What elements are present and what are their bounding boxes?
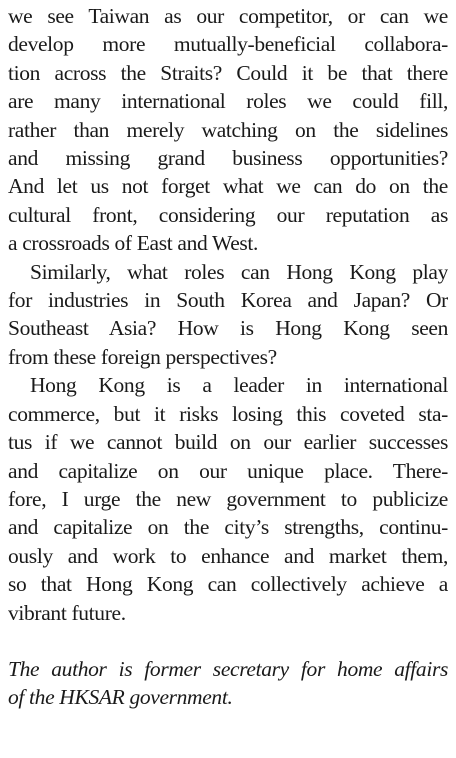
text-line: we see Taiwan as our competitor, or can we — [8, 4, 448, 28]
text-line: and capitalize on the city’s strengths, continu- — [8, 515, 448, 540]
author-byline — [8, 655, 448, 712]
byline-line: of the HKSAR government. — [8, 685, 233, 710]
text-line: a crossroads of East and West. — [8, 231, 259, 256]
text-line: are many international roles we could fill, — [8, 89, 448, 114]
text-line: And let us not forget what we can do on the — [8, 174, 448, 199]
byline-line: The author is former secretary for home affairs — [8, 656, 448, 681]
text-line: rather than merely watching on the sidelines — [8, 117, 448, 142]
text-line: from these foreign perspectives? — [8, 344, 277, 369]
paragraph-2 — [8, 258, 448, 372]
text-line: for industries in South Korea and Japan? Or — [8, 288, 448, 313]
paragraph-1 — [8, 2, 448, 258]
text-line: tus if we cannot build on our earlier successes — [8, 430, 448, 455]
text-line: and capitalize on our unique place. There- — [8, 458, 448, 483]
text-line: vibrant future. — [8, 600, 126, 625]
text-line: commerce, but it risks losing this coveted sta- — [8, 401, 448, 426]
text-line: Southeast Asia? How is Hong Kong seen — [8, 316, 448, 341]
text-line: develop more mutually-beneficial collabora- — [8, 32, 448, 57]
text-line: Similarly, what roles can Hong Kong play — [30, 259, 448, 284]
paragraph-3 — [8, 371, 448, 627]
text-line: so that Hong Kong can collectively achieve a — [8, 572, 448, 597]
text-line: tion across the Straits? Could it be that there — [8, 60, 448, 85]
text-line: ously and work to enhance and market them, — [8, 543, 448, 568]
text-line: fore, I urge the new government to publicize — [8, 486, 448, 511]
text-line: cultural front, considering our reputation as — [8, 202, 448, 227]
article-body — [8, 2, 448, 712]
text-line: and missing grand business opportunities? — [8, 146, 448, 171]
text-line: Hong Kong is a leader in international — [30, 373, 448, 398]
byline-spacer — [8, 627, 448, 655]
